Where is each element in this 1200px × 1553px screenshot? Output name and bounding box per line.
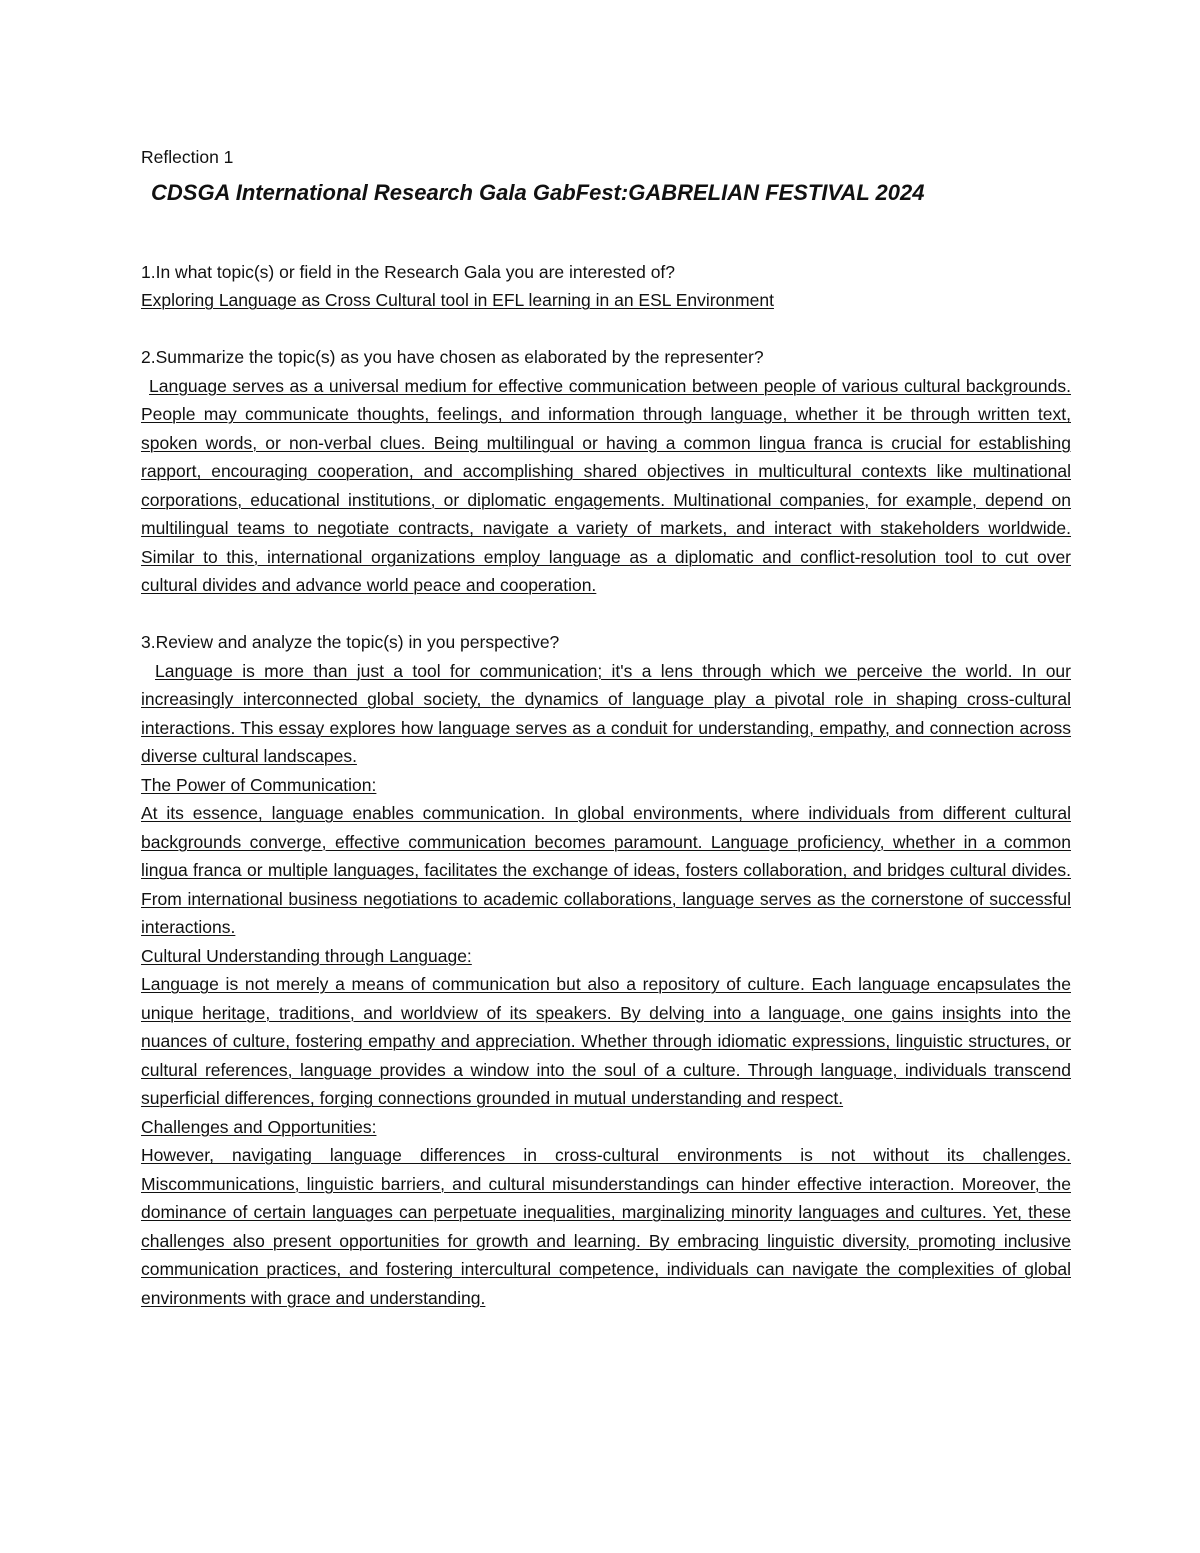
section-body: However, navigating language differences in cross-cultural environments is not without its challenges. Miscommunications, linguistic barriers, and cultural misunderstandings can hinder effective interaction. Moreover, the dominance of certain languages can perpetuate inequalities, marginalizing minority languages and cultures. Yet, these challenges also present opportunities for growth and learning. By embracing linguistic diversity, promoting inclusive communication practices, and fostering intercultural competence, individuals can navigate the complexities of global environments with grace and understanding.	[141, 1145, 1071, 1308]
answer-2: Language serves as a universal medium for effective communication between people of various cultural backgrounds. People may communicate thoughts, feelings, and information through language, whether it be through written text, spoken words, or non-verbal clues. Being multilingual or having a common lingua franca is crucial for establishing rapport, encouraging cooperation, and accomplishing shared objectives in multicultural contexts like multinational corporations, educational institutions, or diplomatic engagements. Multinational companies, for example, depend on multilingual teams to negotiate contracts, navigate a variety of markets, and interact with stakeholders worldwide. Similar to this, international organizations employ language as a diplomatic and conflict-resolution tool to cut over cultural divides and advance world peace and cooperation.	[141, 375, 1071, 595]
section-heading: Cultural Understanding through Language:	[141, 945, 472, 966]
document-title: CDSGA International Research Gala GabFest:GABRELIAN FESTIVAL 2024	[151, 179, 925, 205]
section-heading: The Power of Communication:	[141, 774, 377, 795]
section-body: Language is not merely a means of communication but also a repository of culture. Each language encapsulates the unique heritage, traditions, and worldview of its speakers. By delving into a language, one gains insights into the nuances of culture, fostering empathy and appreciation. Whether through idiomatic expressions, linguistic structures, or cultural references, language provides a window into the soul of a culture. Through language, individuals transcend superficial differences, forging connections grounded in mutual understanding and respect.	[141, 974, 1071, 1108]
question-3: 3.Review and analyze the topic(s) in you perspective?	[141, 632, 560, 652]
reflection-label: Reflection 1	[141, 147, 234, 167]
answer-1: Exploring Language as Cross Cultural tool in EFL learning in an ESL Environment	[141, 290, 774, 310]
section-heading: Challenges and Opportunities:	[141, 1116, 377, 1137]
question-1: 1.In what topic(s) or field in the Research Gala you are interested of?	[141, 261, 676, 282]
question-2: 2.Summarize the topic(s) as you have chosen as elaborated by the representer?	[141, 347, 764, 367]
document-body	[141, 143, 1071, 1312]
answer-3-intro: Language is more than just a tool for communication; it's a lens through which we perceive the world. In our increasingly interconnected global society, the dynamics of language play a pivotal role in shaping cross-cultural interactions. This essay explores how language serves as a conduit for understanding, empathy, and connection across diverse cultural landscapes.	[141, 660, 1071, 766]
section-body: At its essence, language enables communication. In global environments, where individuals from different cultural backgrounds converge, effective communication becomes paramount. Language proficiency, whether in a common lingua franca or multiple languages, facilitates the exchange of ideas, fosters collaboration, and bridges cultural divides. From international business negotiations to academic collaborations, language serves as the cornerstone of successful interactions.	[141, 803, 1071, 937]
